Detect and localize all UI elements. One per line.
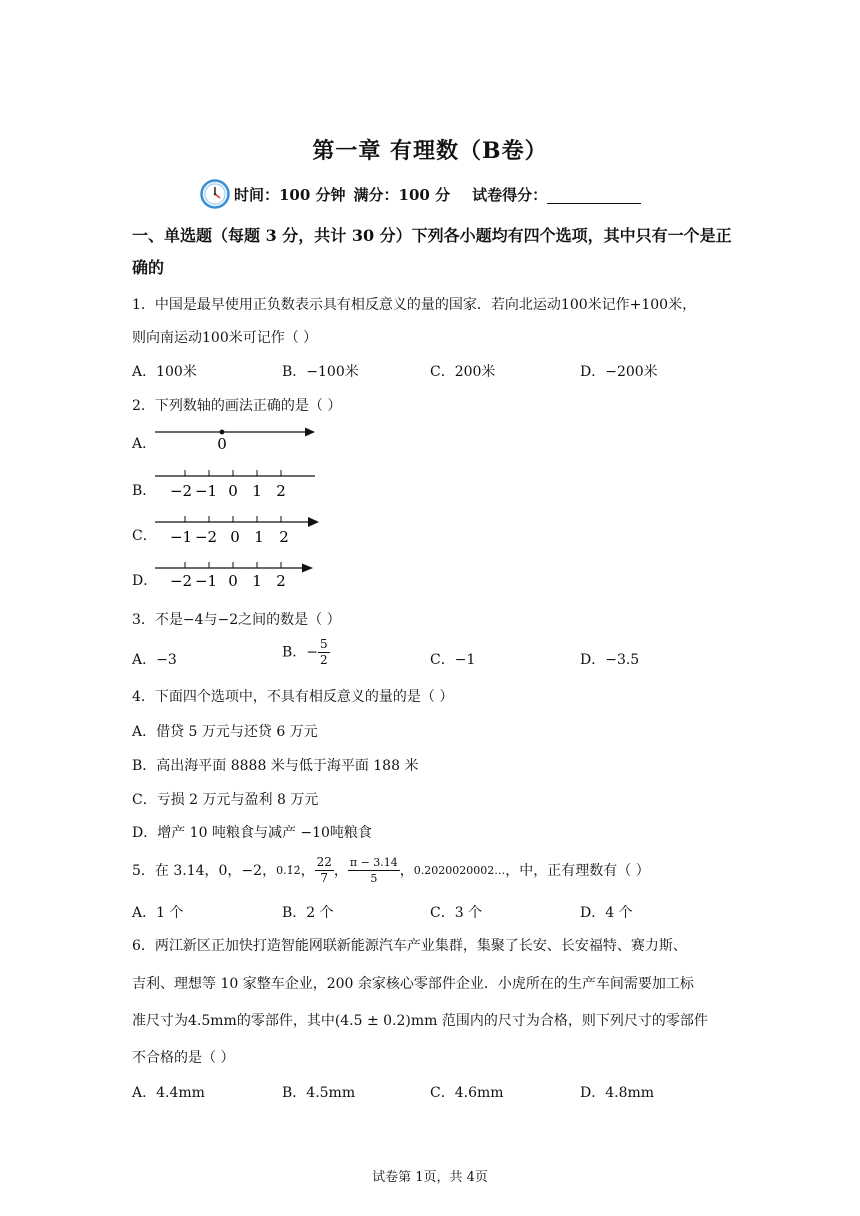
q2-option-b: B． — [132, 483, 157, 499]
axis-c-label: 1 — [254, 528, 264, 546]
fraction — [315, 855, 334, 886]
q3-option-d: D．−3.5 — [580, 652, 640, 668]
q5-sep: ， — [333, 863, 348, 879]
q1-option-c: C．200米 — [430, 364, 496, 380]
exam-time: 时间：100 分钟 — [234, 185, 346, 204]
q1-text-line1: 1．中国是最早使用正负数表示具有相反意义的量的国家．若向北运动100米记作+100米， — [132, 297, 697, 313]
number-line-a — [155, 422, 325, 454]
q6-option-a: A．4.4mm — [132, 1085, 205, 1101]
q2-option-c: C． — [132, 528, 157, 544]
axis-d-label: −1 — [194, 572, 218, 590]
q6-text-line4: 不合格的是（ ） — [132, 1050, 235, 1066]
q6-option-b: B．4.5mm — [282, 1085, 356, 1101]
page-title: 第一章 有理数（B卷） — [312, 138, 548, 164]
axis-c-label: 0 — [230, 528, 240, 546]
fraction — [348, 855, 400, 886]
q4-option-d: D．增产 10 吨粮食与减产 −10吨粮食 — [132, 825, 372, 841]
axis-c-label: −2 — [194, 528, 218, 546]
axis-d-label: 2 — [276, 572, 286, 590]
q4-option-c: C．亏损 2 万元与盈利 8 万元 — [132, 792, 319, 808]
number-line-c — [155, 512, 325, 546]
q1-option-b: B．−100米 — [282, 364, 359, 380]
q4-text: 4．下面四个选项中，不具有相反意义的量的是（ ） — [132, 689, 454, 705]
q6-option-d: D．4.8mm — [580, 1085, 655, 1101]
q6-option-c: C．4.6mm — [430, 1085, 504, 1101]
axis-a-label-0: 0 — [217, 435, 227, 453]
denominator: 2 — [320, 653, 328, 667]
q5-sequence: 0.2020020002… — [413, 863, 506, 877]
axis-b-label: −2 — [169, 482, 193, 500]
q5-sep: ， — [399, 863, 414, 879]
q3-option-c: C．−1 — [430, 652, 476, 668]
fraction — [318, 637, 330, 668]
q4-option-b: B．高出海平面 8888 米与低于海平面 188 米 — [132, 758, 419, 774]
exam-meta — [200, 178, 641, 210]
q2-option-d: D． — [132, 573, 158, 589]
q6-text-line1: 6．两江新区正加快打造智能网联新能源汽车产业集群，集聚了长安、长安福特、赛力斯、 — [132, 938, 687, 954]
q2-text: 2．下列数轴的画法正确的是（ ） — [132, 398, 342, 414]
q5-option-a: A．1 个 — [132, 905, 184, 921]
axis-b-label: −1 — [194, 482, 218, 500]
axis-d-label: 1 — [252, 572, 262, 590]
clock-icon — [200, 179, 230, 209]
q1-option-d: D．−200米 — [580, 364, 658, 380]
q5-sep: ， — [300, 863, 315, 879]
q3-option-b — [282, 637, 330, 668]
q1-option-a: A．100米 — [132, 364, 197, 380]
axis-c-label: 2 — [279, 528, 289, 546]
q1-text-line2: 则向南运动100米可记作（ ） — [132, 330, 318, 346]
q5-text — [132, 850, 650, 890]
denominator: 7 — [320, 870, 329, 885]
q4-option-a: A．借贷 5 万元与还贷 6 万元 — [132, 724, 318, 740]
denominator: 5 — [370, 871, 378, 885]
axis-d-label: 0 — [228, 572, 238, 590]
q5-option-d: D．4 个 — [580, 905, 633, 921]
axis-b-label: 0 — [228, 482, 238, 500]
score-blank[interactable] — [547, 185, 641, 204]
page-footer: 试卷第 1页，共 4页 — [372, 1170, 488, 1185]
number-line-b — [155, 468, 325, 502]
axis-b-label: 1 — [252, 482, 262, 500]
q6-text-line3: 准尺寸为4.5mm的零部件，其中(4.5 ± 0.2)mm 范围内的尺寸为合格，则下列尺寸的零部件 — [132, 1013, 708, 1029]
q5-prefix: 5．在 3.14，0，−2， — [132, 863, 277, 879]
exam-score-label: 试卷得分： — [472, 185, 548, 204]
q5-option-b: B．2 个 — [282, 905, 334, 921]
q3-option-a: A．−3 — [132, 652, 177, 668]
q5-suffix: ，中，正有理数有（ ） — [505, 863, 650, 879]
q2-option-a: A． — [132, 436, 157, 452]
exam-full-score: 满分：100 分 — [353, 185, 451, 204]
axis-d-label: −2 — [169, 572, 193, 590]
section-heading: 一、单选题（每题 3 分，共计 30 分）下列各小题均有四个选项，其中只有一个是正确的 — [132, 226, 732, 277]
axis-b-label: 2 — [276, 482, 286, 500]
number-line-d — [155, 558, 325, 592]
q5-recurring-decimal: 0.1̇2̇ — [276, 863, 301, 877]
q6-text-line2: 吉利、理想等 10 家整车企业，200 余家核心零部件企业．小虎所在的生产车间需要加工标 — [132, 976, 694, 992]
q5-option-c: C．3 个 — [430, 905, 483, 921]
q3-option-b-prefix: B．− — [282, 644, 319, 661]
numerator: 22 — [316, 854, 332, 869]
numerator: π − 3.14 — [349, 855, 398, 869]
numerator: 5 — [320, 637, 328, 651]
axis-c-label: −1 — [169, 528, 193, 546]
q3-text: 3．不是−4与−2之间的数是（ ） — [132, 612, 341, 628]
